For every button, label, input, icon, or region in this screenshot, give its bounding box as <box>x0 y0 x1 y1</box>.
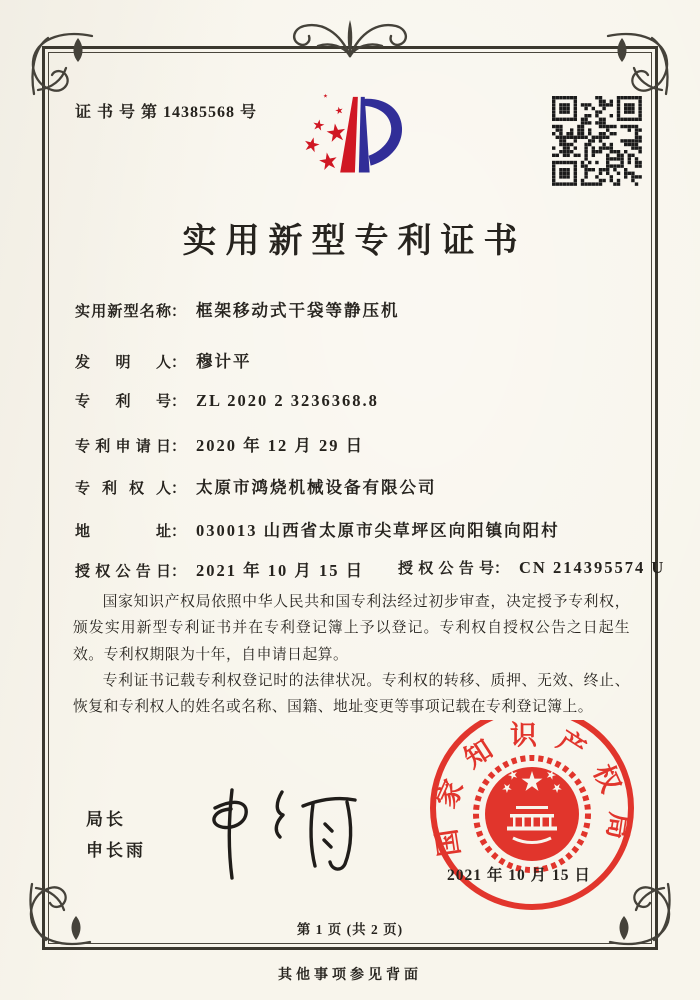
signature-script-icon <box>185 776 375 884</box>
field-label: 地址 <box>75 524 171 540</box>
field-colon: ： <box>171 564 187 580</box>
page-number: 第 1 页 (共 2 页) <box>296 922 404 937</box>
body-paragraph-1: 国家知识产权局依照中华人民共和国专利法经过初步审查，决定授予专利权，颁发实用新型专利证书并在专利登记簿上予以登记。专利权自授权公告之日起生效。专利权期限为十年，自申请日起算。 <box>73 594 630 663</box>
top-center-scroll-ornament <box>288 12 412 66</box>
seal-agency-text: 国家知识产权局 <box>428 720 636 859</box>
certificate-number: 证 书 号 第 14385568 号 <box>75 104 258 121</box>
field-value: CN 214395574 U <box>519 558 666 577</box>
field-label: 实用新型名称 <box>75 304 171 320</box>
field-colon: ： <box>171 439 187 455</box>
field-row-filing-date <box>75 432 364 456</box>
field-colon: ： <box>171 304 187 320</box>
certificate-title: 实用新型专利证书 <box>182 223 527 260</box>
certificate-body <box>73 589 630 721</box>
corner-flourish-top-right-icon <box>602 28 674 100</box>
officer-name: 申长雨 <box>86 841 146 860</box>
body-paragraph-2: 专利证书记载专利权登记时的法律状况。专利权的转移、质押、无效、终止、恢复和专利权人的姓名或名称、国籍、地址变更等事项记载在专利登记簿上。 <box>73 672 630 716</box>
field-row-patentee <box>75 474 437 498</box>
grant-number-group <box>398 557 665 578</box>
field-colon: ： <box>171 394 187 410</box>
field-value: 框架移动式干袋等静压机 <box>196 301 400 320</box>
qr-code <box>552 96 642 186</box>
field-row-grant <box>75 557 666 581</box>
field-value: 2020 年 12 月 29 日 <box>196 436 365 455</box>
field-label: 授权公告日 <box>75 564 171 580</box>
field-label: 专利申请日 <box>75 439 171 455</box>
cnipa-logo-icon <box>286 90 414 198</box>
field-colon: ： <box>171 524 187 540</box>
corner-flourish-bottom-left-icon <box>24 878 96 950</box>
officer-title: 局长 <box>86 810 126 829</box>
field-row-patent-number <box>75 390 379 414</box>
field-label: 发明人 <box>75 355 171 371</box>
field-value: 2021 年 10 月 15 日 <box>196 561 365 580</box>
field-value: 太原市鸿烧机械设备有限公司 <box>196 478 437 497</box>
field-value: ZL 2020 2 3236368.8 <box>196 391 379 410</box>
field-value: 穆计平 <box>196 352 252 371</box>
field-label: 专利权人 <box>75 481 171 497</box>
field-label: 专利号 <box>75 394 171 410</box>
field-value: 030013 山西省太原市尖草坪区向阳镇向阳村 <box>196 521 560 540</box>
field-colon: ： <box>494 561 510 577</box>
field-row-inventor <box>75 348 252 372</box>
field-row-utility-model-name <box>75 297 400 321</box>
corner-flourish-top-left-icon <box>26 28 98 100</box>
field-label: 授权公告号 <box>398 561 494 577</box>
field-row-address <box>75 517 560 541</box>
seal-date: 2021 年 10 月 15 日 <box>447 867 591 884</box>
field-colon: ： <box>171 355 187 371</box>
back-side-note: 其他事项参见背面 <box>278 968 422 983</box>
field-colon: ： <box>171 481 187 497</box>
